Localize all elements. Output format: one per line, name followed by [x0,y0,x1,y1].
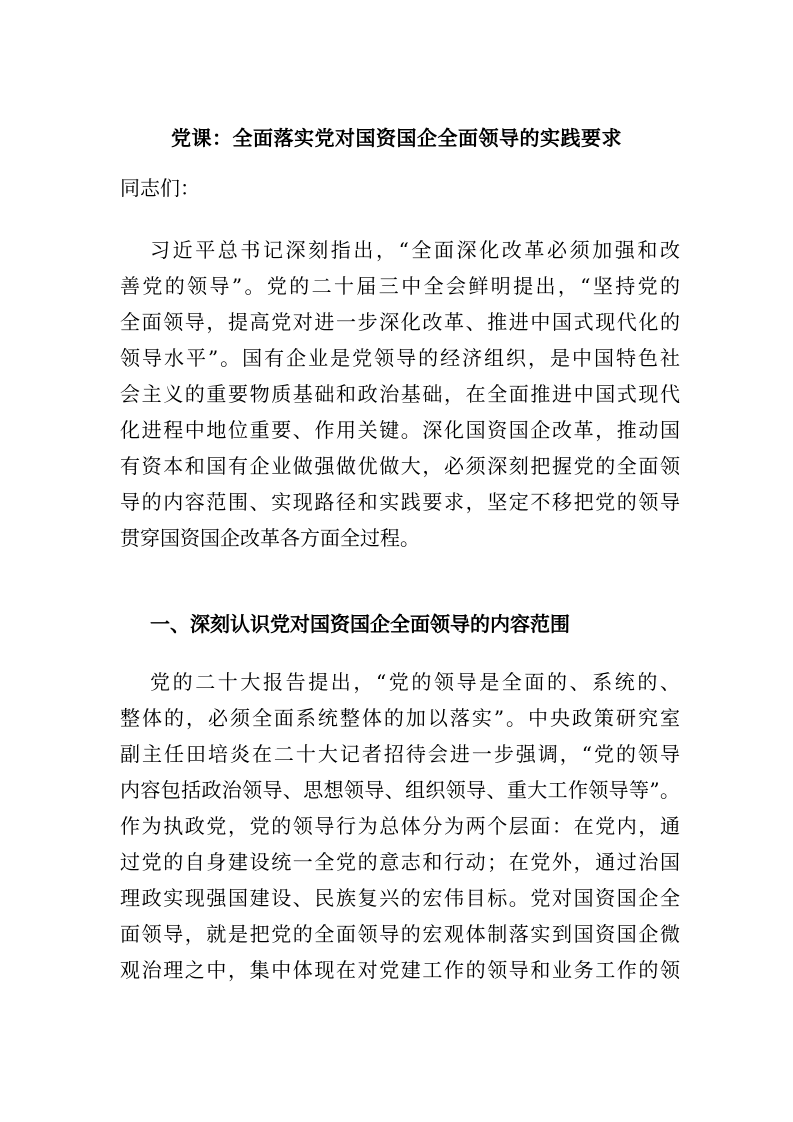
paragraph-line: 整体的，必须全面系统整体的加以落实”。中央政策研究室 [120,706,680,730]
paragraph-line: 内容包括政治领导、思想领导、组织领导、重大工作领导等”。 [120,778,680,802]
paragraph-line: 会主义的重要物质基础和政治基础，在全面推进中国式现代 [120,382,680,406]
paragraph-line: 党的二十大报告提出，“党的领导是全面的、系统的、 [150,670,680,694]
paragraph-line: 作为执政党，党的领导行为总体分为两个层面：在党内，通 [120,814,680,838]
paragraph-line: 领导水平”。国有企业是党领导的经济组织，是中国特色社 [120,346,680,370]
paragraph-line: 习近平总书记深刻指出，“全面深化改革必须加强和改 [150,238,680,262]
paragraph-line: 贯穿国资国企改革各方面全过程。 [120,526,420,550]
paragraph-line: 理政实现强国建设、民族复兴的宏伟目标。党对国资国企全 [120,886,680,910]
paragraph-line: 化进程中地位重要、作用关键。深化国资国企改革，推动国 [120,418,680,442]
paragraph-line: 导的内容范围、实现路径和实践要求，坚定不移把党的领导 [120,490,680,514]
section-heading-1: 一、深刻认识党对国资国企全面领导的内容范围 [150,612,570,636]
paragraph-line: 面领导，就是把党的全面领导的宏观体制落实到国资国企微 [120,922,680,946]
paragraph-2 [120,664,680,988]
paragraph-line: 观治理之中，集中体现在对党建工作的领导和业务工作的领 [120,958,680,982]
paragraph-line: 全面领导，提高党对进一步深化改革、推进中国式现代化的 [120,310,680,334]
paragraph-line: 副主任田培炎在二十大记者招待会进一步强调，“党的领导 [120,742,680,766]
paragraph-line: 有资本和国有企业做强做优做大，必须深刻把握党的全面领 [120,454,680,478]
paragraph-line: 善党的领导”。党的二十届三中全会鲜明提出，“坚持党的 [120,274,680,298]
paragraph-line: 过党的自身建设统一全党的意志和行动；在党外，通过治国 [120,850,680,874]
paragraph-1 [120,232,680,556]
document-title: 党课：全面落实党对国资国企全面领导的实践要求 [171,126,622,150]
salutation: 同志们： [120,176,200,200]
